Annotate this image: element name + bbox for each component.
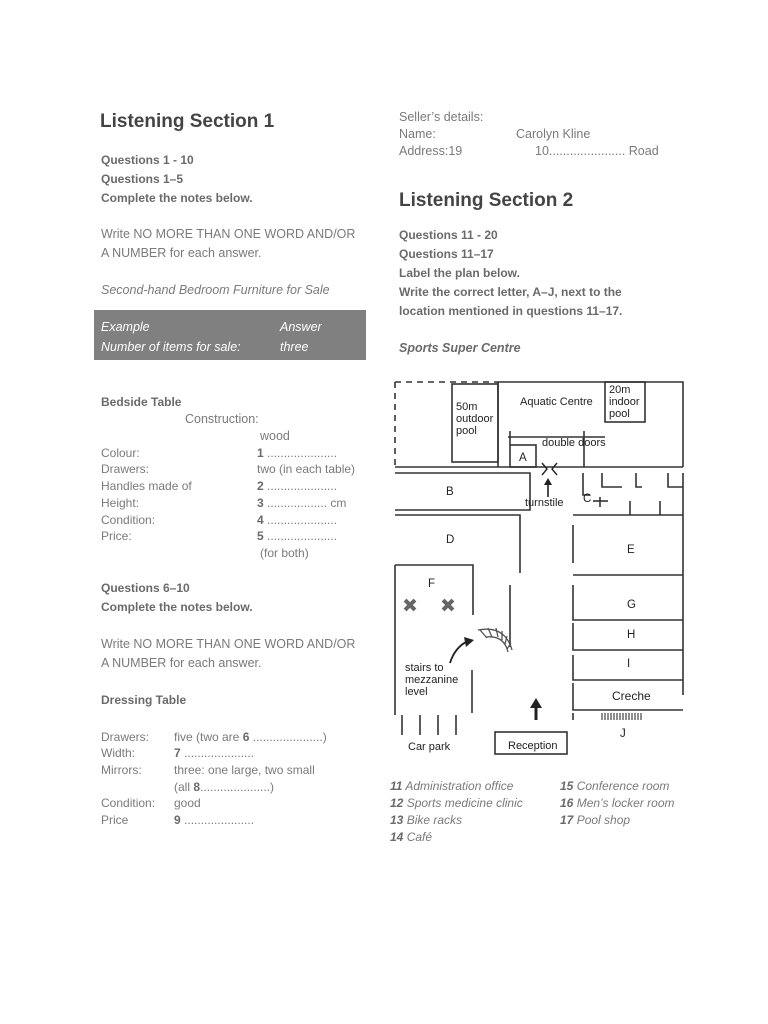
mirrors-text: (all xyxy=(174,780,194,794)
question-number: 17 xyxy=(560,813,574,827)
cross-mark xyxy=(442,599,455,612)
drawers-value: two (in each table) xyxy=(257,462,356,476)
car-park-label: Car park xyxy=(408,741,451,753)
seller-details-heading: Seller’s details: xyxy=(399,110,484,124)
question-text: Café xyxy=(406,830,433,844)
answer-blank: ..................... xyxy=(263,513,338,527)
word-limit-line1: Write NO MORE THAN ONE WORD AND/OR xyxy=(101,637,356,651)
bedside-row-label: Price: xyxy=(101,529,132,543)
answer-blank: ...................... Road xyxy=(548,144,659,158)
question-text: Administration office xyxy=(405,779,514,793)
example-box xyxy=(94,310,366,360)
pool50-label-line1: 50m xyxy=(456,401,478,413)
pool20-label-line1: 20m xyxy=(609,384,631,396)
question-text: Conference room xyxy=(576,779,670,793)
dressing-price-answer xyxy=(174,813,254,827)
question-text: Sports medicine clinic xyxy=(406,796,523,810)
bedside-row xyxy=(101,513,155,527)
question-number: 7 xyxy=(174,746,181,760)
dressing-drawers-answer xyxy=(174,730,327,744)
answer-blank: ..................... xyxy=(263,446,338,460)
pool20-label-line3: pool xyxy=(609,408,630,420)
bedside-row-label: Drawers: xyxy=(101,462,150,476)
pool50-label-line2: outdoor xyxy=(456,413,494,425)
bedside-row-answer xyxy=(257,479,337,493)
instruction-complete-notes-2: Complete the notes below. xyxy=(101,600,253,614)
dressing-width-answer xyxy=(174,746,254,760)
example-question: Number of items for sale: xyxy=(101,340,241,354)
bedside-row xyxy=(101,479,192,493)
question-item xyxy=(390,779,513,793)
question-number: 16 xyxy=(560,796,574,810)
furniture-subtitle: Second-hand Bedroom Furniture for Sale xyxy=(101,283,330,297)
answer-blank: .....................) xyxy=(249,730,327,744)
answer-blank: .....................) xyxy=(200,780,275,794)
stairs-label-line1: stairs to xyxy=(405,662,444,674)
room-letter-j: J xyxy=(620,728,626,740)
question-item xyxy=(560,779,669,793)
double-doors-label: double doors xyxy=(542,437,606,449)
question-text: Bike racks xyxy=(406,813,463,827)
bedside-row-answer xyxy=(257,529,337,543)
bedside-row-answer xyxy=(257,496,346,510)
bedside-row xyxy=(101,529,132,543)
instruction-label-plan: Label the plan below. xyxy=(399,266,520,280)
room-letter-g: G xyxy=(627,599,636,611)
cross-mark xyxy=(404,599,417,612)
bedside-row-label: Handles made of xyxy=(101,479,192,493)
instruction-write-letter-line1: Write the correct letter, A–J, next to the xyxy=(399,285,622,299)
example-answer-label: Answer xyxy=(280,320,322,334)
answer-blank: .................. cm xyxy=(263,496,347,510)
room-letter-h: H xyxy=(627,629,636,641)
word-limit-line2: A NUMBER for each answer. xyxy=(101,656,262,670)
bedside-table-heading: Bedside Table xyxy=(101,395,182,409)
answer-blank: ..................... xyxy=(180,746,255,760)
question-number: 3 xyxy=(257,496,264,510)
seller-address-label: Address:19 xyxy=(399,144,463,158)
bedside-row-label: Colour: xyxy=(101,446,140,460)
question-text: Men’s locker room xyxy=(576,796,675,810)
question-item xyxy=(560,813,630,827)
sports-centre-floor-plan xyxy=(390,375,690,760)
bedside-row-label: Height: xyxy=(101,496,140,510)
room-letter-a: A xyxy=(519,452,527,464)
dressing-width-label: Width: xyxy=(101,746,136,760)
word-limit-line1: Write NO MORE THAN ONE WORD AND/OR xyxy=(101,227,356,241)
room-letter-c: C xyxy=(583,493,592,505)
turnstile-label: turnstile xyxy=(525,497,564,509)
bedside-row xyxy=(101,496,139,510)
questions-11-17-heading: Questions 11–17 xyxy=(399,247,494,261)
aquatic-centre-label: Aquatic Centre xyxy=(520,396,593,408)
instruction-complete-notes-1: Complete the notes below. xyxy=(101,191,253,205)
drawers-text: five (two are xyxy=(174,730,243,744)
questions-range-11-20: Questions 11 - 20 xyxy=(399,228,498,242)
construction-label: Construction: xyxy=(185,412,259,426)
price-note: (for both) xyxy=(260,546,309,560)
room-letter-f: F xyxy=(428,578,436,590)
section1-title: Listening Section 1 xyxy=(100,111,275,132)
dressing-mirrors-value: three: one large, two small xyxy=(174,763,315,777)
pool20-label-line2: indoor xyxy=(609,396,640,408)
instruction-write-letter-line2: location mentioned in questions 11–17. xyxy=(399,304,623,318)
dressing-mirrors-answer xyxy=(174,780,274,794)
bedside-row-answer xyxy=(257,513,337,527)
answer-blank: ..................... xyxy=(263,479,338,493)
question-number: 13 xyxy=(390,813,404,827)
dressing-mirrors-label: Mirrors: xyxy=(101,763,142,777)
dressing-table-heading: Dressing Table xyxy=(101,693,187,707)
dressing-condition-value: good xyxy=(174,796,201,810)
dressing-price-label: Price xyxy=(101,813,129,827)
questions-6-10-heading: Questions 6–10 xyxy=(101,581,190,595)
staircase xyxy=(478,628,512,652)
seller-address-answer xyxy=(535,144,659,158)
bedside-row-answer xyxy=(257,446,337,460)
question-number: 1 xyxy=(257,446,264,460)
question-text: Pool shop xyxy=(576,813,631,827)
creche-label: Creche xyxy=(612,689,651,703)
example-label: Example xyxy=(101,320,150,334)
section2-title: Listening Section 2 xyxy=(399,190,574,211)
question-item xyxy=(390,796,523,810)
question-number: 2 xyxy=(257,479,264,493)
question-number: 10 xyxy=(535,144,549,158)
question-number: 8 xyxy=(193,780,201,794)
question-number: 12 xyxy=(390,796,404,810)
example-answer: three xyxy=(280,340,309,354)
question-number: 14 xyxy=(390,830,404,844)
pool50-label-line3: pool xyxy=(456,425,477,437)
bedside-row xyxy=(101,446,140,460)
stairs-label-line3: level xyxy=(405,686,428,698)
seller-name-label: Name: xyxy=(399,127,436,141)
room-letter-e: E xyxy=(627,544,635,556)
questions-range-1-10: Questions 1 - 10 xyxy=(101,153,194,167)
dressing-drawers-label: Drawers: xyxy=(101,730,150,744)
question-number: 4 xyxy=(257,513,264,527)
bedside-row-label: Condition: xyxy=(101,513,156,527)
bedside-row-answer xyxy=(257,462,355,476)
question-item xyxy=(560,796,675,810)
room-letter-d: D xyxy=(446,534,455,546)
question-number: 6 xyxy=(242,730,250,744)
construction-value: wood xyxy=(260,429,290,443)
stairs-label-line2: mezzanine xyxy=(405,674,459,686)
questions-1-5-heading: Questions 1–5 xyxy=(101,172,184,186)
plan-title: Sports Super Centre xyxy=(399,341,521,355)
answer-blank: ..................... xyxy=(180,813,255,827)
question-item xyxy=(390,830,432,844)
seller-name-value: Carolyn Kline xyxy=(516,127,591,141)
dressing-condition-label: Condition: xyxy=(101,796,156,810)
question-number: 11 xyxy=(390,779,403,793)
word-limit-line2: A NUMBER for each answer. xyxy=(101,246,262,260)
question-number: 5 xyxy=(257,529,264,543)
question-item xyxy=(390,813,462,827)
question-number: 15 xyxy=(560,779,574,793)
room-letter-b: B xyxy=(446,486,454,498)
reception-label: Reception xyxy=(508,740,558,752)
room-letter-i: I xyxy=(627,658,631,670)
answer-blank: ..................... xyxy=(263,529,338,543)
bedside-row xyxy=(101,462,149,476)
question-number: 9 xyxy=(174,813,181,827)
